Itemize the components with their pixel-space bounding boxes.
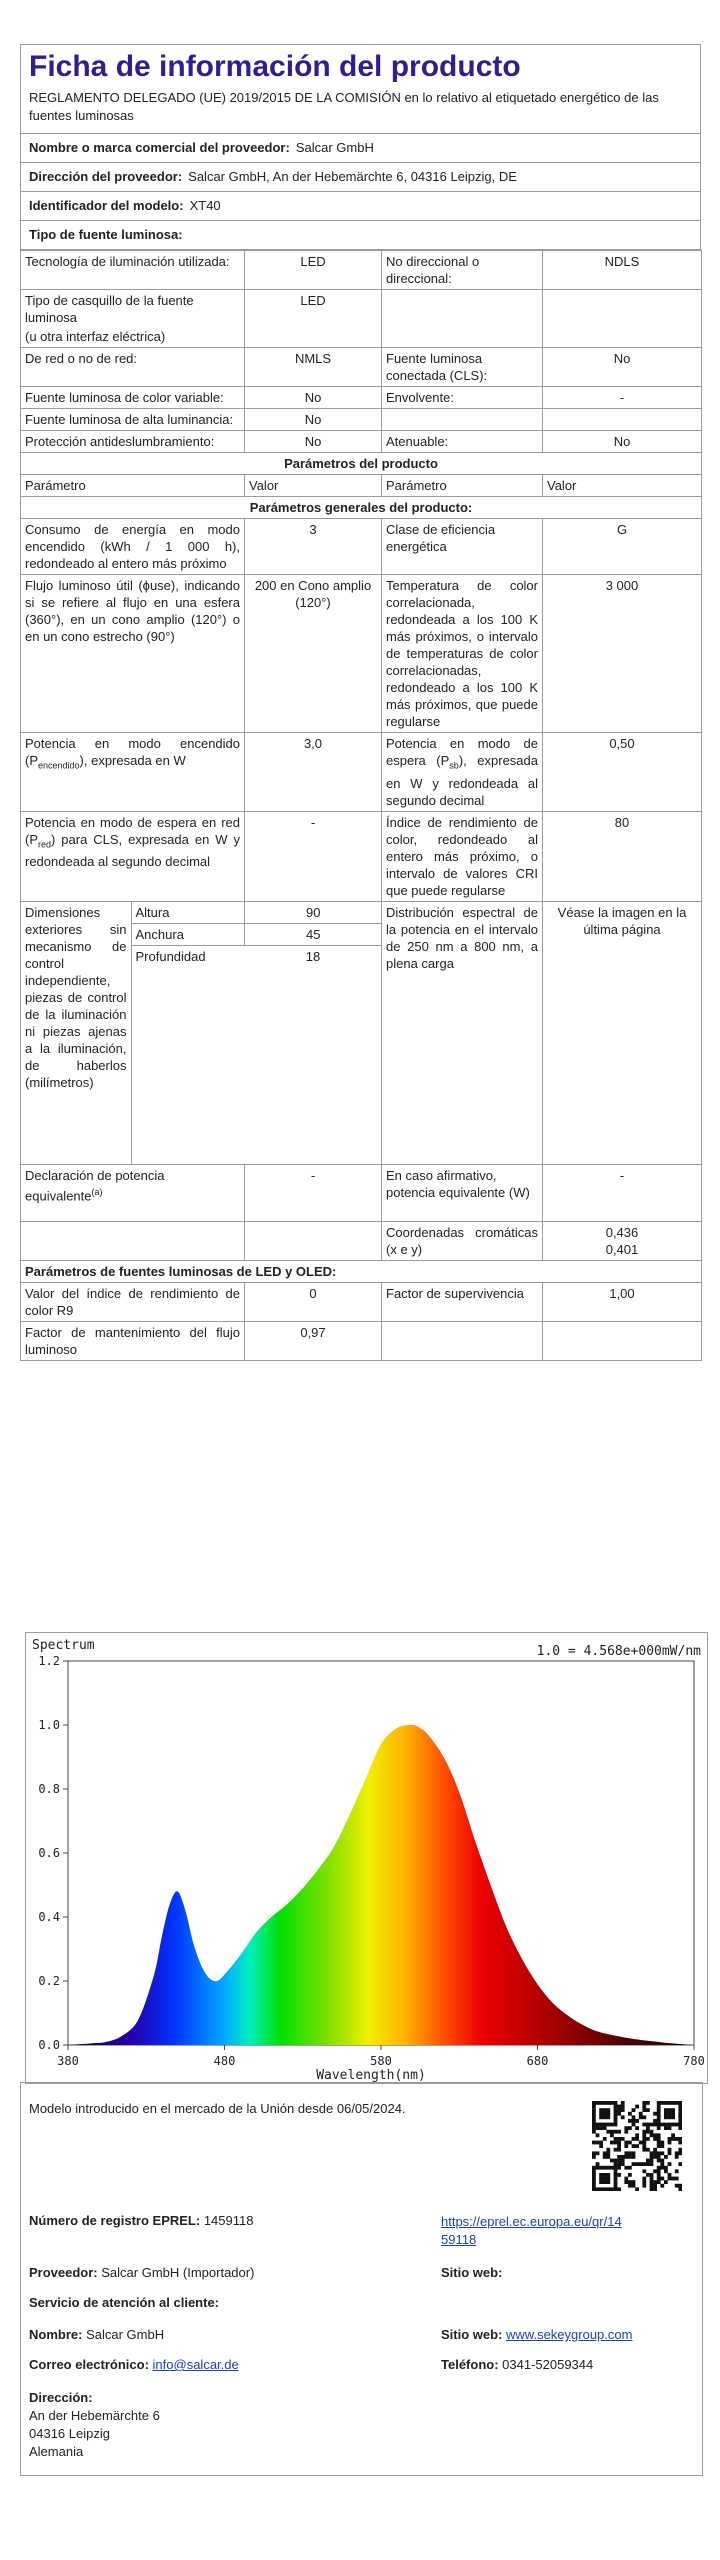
cri-value: 80 bbox=[543, 811, 702, 901]
network-standby-label: Potencia en modo de espera en red $(P_{red})$ para CLS, expresada en W y redondeada al segundo decimal bbox=[21, 811, 245, 901]
y-tick-label: 0.6 bbox=[38, 1846, 60, 1860]
class-value: G bbox=[543, 519, 702, 575]
energy-value: 3 bbox=[245, 519, 382, 575]
glare-label: Protección antideslumbramiento: bbox=[21, 431, 245, 453]
y-tick-label: 0.4 bbox=[38, 1910, 60, 1924]
flux-label: Flujo luminoso útil (ϕuse), indicando si se refiere al flujo en una esfera (360°), en un cono amplio (120°) o en un cono estrecho (90°) bbox=[21, 575, 245, 733]
col-param-2: Parámetro bbox=[382, 475, 543, 497]
eprel-row: Número de registro EPREL: 1459118 bbox=[29, 2213, 254, 2228]
dimmable-value: No bbox=[543, 431, 702, 453]
high-luminance-value: No bbox=[245, 409, 382, 431]
survival-label: Factor de supervivencia bbox=[382, 1282, 543, 1321]
tech-label: Tecnología de iluminación utilizada: bbox=[21, 251, 245, 290]
r9-label: Valor del índice de rendimiento de color R9 bbox=[21, 1282, 245, 1321]
table-row bbox=[21, 1260, 702, 1282]
equiv-power-value: - bbox=[543, 1164, 702, 1221]
email-row: Correo electrónico: info@salcar.de bbox=[29, 2357, 239, 2372]
spectrum-area bbox=[68, 1725, 694, 2045]
standby-power-label: Potencia en modo de espera $(P_{sb})$, expresada en W y redondeada al segundo decimal bbox=[382, 733, 543, 812]
cls-value: No bbox=[543, 348, 702, 387]
address-block: Dirección: An der Hebemärchte 6 04316 Leipzig Alemania bbox=[29, 2390, 160, 2459]
cct-label: Temperatura de color correlacionada, redondeada a los 100 K más próximos, o intervalo de temperaturas de color correlacionadas, redondeado a los 100 K más próximos, que puede regularse bbox=[382, 575, 543, 733]
table-row bbox=[21, 1282, 702, 1321]
table-row bbox=[21, 811, 702, 901]
spectrum-xlabel: Wavelength(nm) bbox=[316, 2068, 426, 2083]
height-value: 90 bbox=[244, 902, 382, 924]
dimensions-cell bbox=[21, 901, 382, 1164]
source-type-table bbox=[20, 250, 702, 1361]
spectrum-svg bbox=[26, 1633, 707, 2083]
maintenance-value: 0,97 bbox=[245, 1321, 382, 1360]
qr-code-icon bbox=[592, 2101, 682, 2191]
model-row bbox=[21, 192, 700, 221]
model-value: XT40 bbox=[189, 198, 221, 213]
website2-row: Sitio web: www.sekeygroup.com bbox=[441, 2327, 633, 2342]
mains-value: NMLS bbox=[245, 348, 382, 387]
website-label: Sitio web: bbox=[441, 2265, 503, 2280]
x-tick-label: 380 bbox=[57, 2054, 79, 2068]
table-row bbox=[21, 901, 702, 1164]
spectrum-chart bbox=[25, 1632, 708, 2084]
phone-row: Teléfono: 0341-52059344 bbox=[441, 2357, 594, 2372]
table-row bbox=[21, 1221, 702, 1260]
table-row bbox=[21, 453, 702, 475]
supplier-address-row bbox=[21, 163, 700, 192]
cct-value: 3 000 bbox=[543, 575, 702, 733]
cls-label: Fuente luminosa conectada (CLS): bbox=[382, 348, 543, 387]
params-heading: Parámetros del producto bbox=[21, 453, 702, 475]
equiv-value: - bbox=[245, 1164, 382, 1221]
service-heading: Servicio de atención al cliente: bbox=[29, 2295, 220, 2310]
chroma-label: Coordenadas cromáticas (x e y) bbox=[382, 1221, 543, 1260]
col-param-1: Parámetro bbox=[21, 475, 245, 497]
x-tick-label: 780 bbox=[683, 2054, 705, 2068]
depth-label: Profundidad bbox=[135, 948, 206, 964]
col-value-1: Valor bbox=[245, 475, 382, 497]
survival-value: 1,00 bbox=[543, 1282, 702, 1321]
height-label: Altura bbox=[131, 902, 244, 924]
colour-label: Fuente luminosa de color variable: bbox=[21, 387, 245, 409]
eprel-link[interactable]: https://eprel.ec.europa.eu/qr/14 59118 bbox=[441, 2214, 622, 2247]
table-row bbox=[21, 409, 702, 431]
spectrum-title: Spectrum bbox=[32, 1638, 95, 1653]
y-tick-label: 0.2 bbox=[38, 1974, 60, 1988]
model-label: Identificador del modelo: bbox=[29, 198, 184, 213]
product-info-sheet bbox=[20, 44, 701, 1361]
table-row bbox=[21, 251, 702, 290]
network-standby-value: - bbox=[245, 811, 382, 901]
x-tick-label: 580 bbox=[370, 2054, 392, 2068]
led-heading: Parámetros de fuentes luminosas de LED y OLED: bbox=[21, 1260, 702, 1282]
regulation-subtitle: REGLAMENTO DELEGADO (UE) 2019/2015 DE LA COMISIÓN en lo relativo al etiquetado energético de las fuentes luminosas bbox=[21, 87, 700, 134]
equiv-label: Declaración de potencia equivalente$^{(a)}$ bbox=[21, 1164, 245, 1221]
on-power-value: 3,0 bbox=[245, 733, 382, 812]
phone-value: 0341-52059344 bbox=[502, 2357, 594, 2372]
supplier-address-value: Salcar GmbH, An der Hebemärchte 6, 04316 Leipzig, DE bbox=[188, 169, 517, 184]
table-row bbox=[21, 387, 702, 409]
market-intro: Modelo introducido en el mercado de la Unión desde 06/05/2024. bbox=[29, 2101, 406, 2116]
dimmable-label: Atenuable: bbox=[382, 431, 543, 453]
table-row bbox=[21, 733, 702, 812]
table-row bbox=[21, 497, 702, 519]
supplier-name-row bbox=[21, 134, 700, 163]
footer-section bbox=[20, 2082, 703, 2476]
provider-row: Proveedor: Salcar GmbH (Importador) bbox=[29, 2265, 255, 2280]
eprel-value: 1459118 bbox=[203, 2213, 254, 2228]
width-label: Anchura bbox=[131, 923, 244, 945]
cap-label: Tipo de casquillo de la fuente luminosa (u otra interfaz eléctrica) bbox=[21, 290, 245, 348]
table-row bbox=[21, 519, 702, 575]
general-heading: Parámetros generales del producto: bbox=[21, 497, 702, 519]
table-row bbox=[21, 431, 702, 453]
x-tick-label: 480 bbox=[213, 2054, 236, 2068]
spd-label: Distribución espectral de la potencia en el intervalo de 250 nm a 800 nm, a plena carga bbox=[382, 901, 543, 1164]
width-value: 45 bbox=[244, 923, 382, 945]
class-label: Clase de eficiencia energética bbox=[382, 519, 543, 575]
envelope-label: Envolvente: bbox=[382, 387, 543, 409]
r9-value: 0 bbox=[245, 1282, 382, 1321]
table-row bbox=[21, 290, 702, 348]
y-tick-label: 0.0 bbox=[38, 2038, 60, 2052]
cri-label: Índice de rendimiento de color, redondeado al entero más próximo, o intervalo de valores CRI que puede regularse bbox=[382, 811, 543, 901]
dimensions-label: Dimensiones exteriores sin mecanismo de control independiente, piezas de control de la iluminación ni piezas ajenas a la iluminación, de haberlos (milímetros) bbox=[21, 902, 131, 1164]
mains-label: De red o no de red: bbox=[21, 348, 245, 387]
on-power-label: Potencia en modo encendido $(P_{encendido})$, expresada en W bbox=[21, 733, 245, 812]
directional-label: No direccional o direccional: bbox=[382, 251, 543, 290]
high-luminance-label: Fuente luminosa de alta luminancia: bbox=[21, 409, 245, 431]
col-value-2: Valor bbox=[543, 475, 702, 497]
energy-label: Consumo de energía en modo encendido (kWh / 1 000 h), redondeado al entero más próximo bbox=[21, 519, 245, 575]
chroma-values bbox=[543, 1221, 702, 1260]
table-row bbox=[21, 1321, 702, 1360]
flux-value: 200 en Cono amplio (120°) bbox=[245, 575, 382, 733]
supplier-name-value: Salcar GmbH bbox=[295, 140, 374, 155]
sheet-header bbox=[20, 44, 701, 250]
envelope-value: - bbox=[543, 387, 702, 409]
table-row bbox=[21, 348, 702, 387]
contact-name-row: Nombre: Salcar GmbH bbox=[29, 2327, 165, 2342]
x-tick-label: 680 bbox=[526, 2054, 549, 2068]
standby-power-value: 0,50 bbox=[543, 733, 702, 812]
website-link[interactable]: www.sekeygroup.com bbox=[506, 2327, 633, 2342]
y-tick-label: 1.0 bbox=[38, 1718, 60, 1732]
table-row bbox=[21, 575, 702, 733]
table-row bbox=[21, 1164, 702, 1221]
y-tick-label: 1.2 bbox=[38, 1654, 60, 1668]
spd-value: Véase la imagen en la última página bbox=[543, 901, 702, 1164]
email-link[interactable]: info@salcar.de bbox=[152, 2357, 239, 2372]
supplier-address-label: Dirección del proveedor: bbox=[29, 169, 183, 184]
table-row bbox=[21, 475, 702, 497]
supplier-name-label: Nombre o marca comercial del proveedor: bbox=[29, 140, 290, 155]
maintenance-label: Factor de mantenimiento del flujo luminoso bbox=[21, 1321, 245, 1360]
chroma-x: 0,436 bbox=[605, 1224, 639, 1240]
colour-value: No bbox=[245, 387, 382, 409]
glare-value: No bbox=[245, 431, 382, 453]
y-tick-label: 0.8 bbox=[38, 1782, 60, 1796]
cap-value: LED bbox=[245, 290, 382, 348]
spectrum-scale-note: 1.0 = 4.568e+000mW/nm bbox=[536, 1644, 701, 1659]
directional-value: NDLS bbox=[543, 251, 702, 290]
tech-value: LED bbox=[245, 251, 382, 290]
page-title: Ficha de información del producto bbox=[29, 50, 521, 83]
source-type-heading: Tipo de fuente luminosa: bbox=[29, 227, 183, 242]
depth-value: 18 bbox=[305, 948, 321, 964]
equiv-power-label: En caso afirmativo, potencia equivalente (W) bbox=[382, 1164, 543, 1221]
chroma-y: 0,401 bbox=[605, 1241, 639, 1257]
